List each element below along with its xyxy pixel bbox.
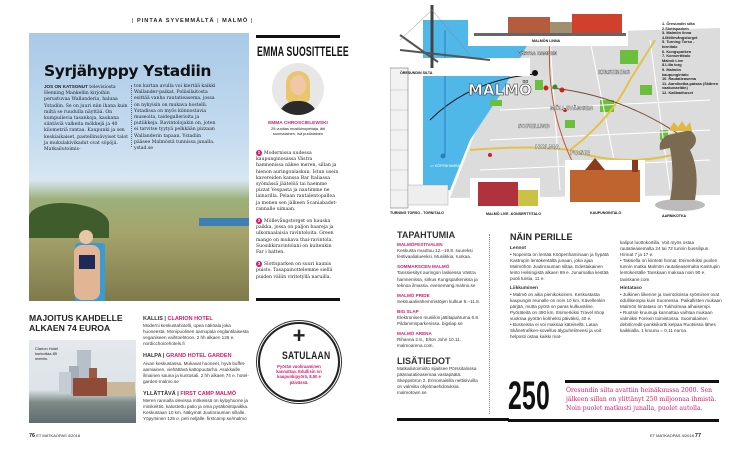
paragraph: • Ruotsin kruunuja kannattaa vaihtaa mukaan valmiiksi Forexin toimistossa. Suomalainen debit/credit-pankkikortti kelpaa Ruotsissa lähes kaikkialla. 1 kruunu = 0,11 euroa. (620, 310, 716, 334)
label-district: VÄSTRA HAMNEN (518, 51, 557, 56)
plus-icon: + (292, 323, 306, 348)
events-column (397, 232, 483, 396)
legend-item: 5. Turning Torso -tornitalo (662, 39, 695, 49)
subheading: Lennot (510, 246, 526, 251)
legend-item: 3. Malmön linna (662, 30, 692, 36)
divider-bar (508, 419, 719, 422)
lodging-heading: MAJOITUS KAHDELLE ALKAEN 74 EUROA (29, 313, 123, 333)
event-text: Seksuaalivähemmistöjen kulkue 5.–11.8. (397, 298, 480, 304)
label-torso: TURNING TORSO - TORNITALO (390, 211, 444, 215)
column-divider (489, 234, 490, 414)
event-item (397, 309, 483, 327)
tip-text: Modernissa uudessa kaupunginosassa Västra hamnenissa näkee meren, sillan ja hienon auringonlaskun. Istun usein kavereiden kanssa Bar Italiassa syömässä jäätelöä tai haemme pizzat Vespasta ja nautimme ne lainarilla. Pelaan rantalentopalloa ja menen sen jälkeen Scaniabadet-rannalle uimaan. (256, 151, 339, 212)
label-copenhagen: <= KÖPENHAMINA (430, 164, 461, 168)
info-heading: LISÄTIEDOT (397, 355, 451, 366)
label-district: FOSIE (570, 150, 590, 157)
legend-item: 8.Lilla torg (662, 62, 682, 68)
hotel-tag: KALLIS (143, 316, 163, 322)
emma-heading: EMMA SUOSITTELEE (257, 43, 349, 59)
hotel-text: Meren rannalla olevissa mökeissä on kylpyhuone ja minikeittiö, kalustettu patio ja oma pysäköintipaikka. Keskustaan 10 km. Näkymät Juutinrauman sillalle. Yöpyminen 125 e, peti neljälle. firstcamp.se/malmo (143, 398, 249, 422)
divider-bar (397, 418, 509, 421)
subsection-name: MALMÖ (222, 18, 249, 24)
hotel-photo-caption: Clarion Hotel kurkottaa 85 metriin. (35, 346, 59, 361)
subheading: Liikkuminen (510, 285, 538, 291)
hotel-entry: YLLÄTTÄVÄ | FIRST CAMP MALMÖ Meren rannalla olevissa mökeissä on kylpyhuone ja minikeittiö, kalustettu patio ja oma pysäköintipaikka. Keskustaan 10 km. Näkymät Juutinrauman sillalle. Yöpyminen 125 e, peti neljälle. firstcamp.se/malmo (143, 391, 251, 422)
emma-name: EMMA CHROSCIELEWSKI (268, 121, 328, 126)
event-name: MALMÖ PRIDE (397, 292, 430, 298)
malmo-live-illustration (470, 178, 540, 212)
publication: ET MATKAOPAS 4/2018 (650, 433, 694, 438)
event-text: Tanssiesitys auringon laskiessa Västra hamnenissa, sirkus Kungsparkenissa ja teknoa ilmassa. evenemang.malmo.se (397, 270, 478, 288)
tip-1 (256, 150, 340, 213)
stamp-title: SATULAAN (282, 350, 331, 362)
legend-item: 2.Slottsparken (662, 25, 689, 31)
tip-number-1: 1 (257, 150, 261, 155)
legend-item: 10. Rautatieasema (662, 76, 696, 82)
info-text: Matkailutoimisto sijaitsee Pörssitalossa päärautatieasemaa vastapäätä. Skeppsbron 2. Erinomaisilla nettisivuilla on valmiita ohjelmaehdotuksia. malmotown.se (397, 365, 478, 395)
publication: ET MATKAOPAS 4/2018 (36, 433, 81, 438)
hotel-tag: HALPA (143, 353, 162, 360)
event-name: SOMMARSCEN MALMÖ (397, 264, 450, 270)
hotel-entry: KALLIS | CLARION HOTEL Moderni keskustahotelli, upea näköala joka huoneesta. Monipuolinen aamupala englantilaisesta veganiseen vaihtoehtoon. 2 hh alkaen 126 e. nordicchoicehotels.fi (143, 316, 251, 347)
legend-item: 4.Möllevångstorget (662, 34, 698, 40)
hotel-text: Moderni keskustahotelli, upea näköala joka huoneesta. Monipuolinen aamupala englantilaisesta veganiseen vaihtoehtoon. 2 hh alkaen 126 e. nordicchoicehotels.fi (143, 323, 249, 347)
subheading: Hintataso (620, 285, 642, 291)
event-item (397, 331, 483, 349)
emma-portrait (272, 63, 324, 115)
hotel-text: Aivan keskustassa. Mukavat huoneet, hyvä buffet-aamiainen, viehättävä kattopuutarha. Asukkaille ilmainen sauna ja kuntosali. 2 hh alkaen 74 e. hotel-garden-malmo.se (143, 360, 249, 384)
events-heading: TAPAHTUMIA (397, 230, 456, 240)
getting-there-col1 (510, 246, 614, 340)
fact-text: Öresundin silta avattiin heinäkuussa 2000. Sen jälkeen sillan on ylittänyt 250 miljoonaa ihmistä. Noin puolet matkusti junalla, puolet autolla. (566, 387, 717, 412)
label-griffin: AARNIKOTKA (662, 214, 687, 218)
paragraph: • Nopeinta on lentää Kööpenhaminaan ja hypätä Kastrupin lentokentältä junaan, joka ajaa Malmöhön Juutinrauman siltaa. Edestakainen lento Helsingistä alkaen 69 e. Junamatka kestää puoli tuntia, 11 e. (510, 252, 609, 282)
tip-text: Möllevångstorget on hauska paikka, jossa on paljon baareja ja ulkomaalaisia ravintoloita. Green mango on mukava thai-ravintola. Suosikkiravintolani on kuitenkin Far i hatten. (256, 219, 334, 256)
label-bridge: ÖRESUNDIN SILTA (400, 71, 433, 75)
right-footer (650, 433, 701, 439)
label-district: SOFIELUND (518, 124, 550, 130)
divider-bar (256, 35, 340, 38)
label-district: HOLMA (535, 144, 560, 151)
label-district: MÖLLEVÅNGEN (550, 106, 593, 112)
tip-number-2: 2 (257, 218, 261, 224)
tip-number-3: 3 (257, 261, 261, 267)
legend-item: 6. Kungsparken (662, 48, 692, 54)
event-text: Keskusta muuttuu 12.–19.8. suureksi festivaalialueeksi. Musiikkia, ruokaa. (397, 248, 473, 260)
divider-bar (256, 298, 340, 301)
map-legend (662, 22, 738, 96)
tip-text: Slottsparken on suuri kaunis puisto. Tasapainottelemme siellä puiden väliin viritetyllä naruilla. (256, 262, 333, 280)
hotel-photo (29, 340, 136, 423)
tip-2 (256, 218, 340, 256)
legend-item: 9. Malmön kaupungintalo (662, 66, 689, 77)
satulaan-stamp (258, 322, 340, 402)
paragraph: kaliput luottokortilla. Voit myös ostaa rautatieasemalta 24 tai 72 tunnin bussilipun. Hinnat 7 ja 17 e. (620, 240, 710, 258)
legend-item: 12. Kallbadhuset (662, 89, 693, 95)
event-name: MALMÖFESTIVALEN (397, 242, 443, 248)
ystad-title: Syrjähyppy Ystadiin (44, 62, 211, 80)
hotel-tag: YLLÄTTÄVÄ (143, 390, 176, 397)
tip-3 (256, 261, 340, 281)
legend-item: 11. Aarnikotka-patsas (Skånen vaakunaeläin) (662, 80, 719, 91)
ystad-text-1: televisiosta Henning Mankellin kirjoihin perustuvaa Wallanderia, haluaa Ystadiin. Se on juuri niin ihana kuin miltä se ruudulla näyttää. On kumpuilevia tasankoja, kaukana siintäviä valkeita mökkejä ja 40 kilometriä rantaa. Kaupunki ja sen keskiaikaiset, pastellinsävyiset talot ja mukulakivikadut ovat söpöjä. Matkailutoimis- (44, 85, 128, 153)
page-number: 76 (29, 433, 36, 439)
emma-bio: 29-vuotias musiikinopettaja, äiti suomalainen, isä puolalainen (270, 126, 326, 136)
event-item (397, 242, 483, 260)
emma-tips (256, 150, 340, 281)
paragraph: • Taksiella on kiinteät hinnat. Esimerkiksi puolen tunnin matka Malmön rautatieasemalta Kastrupin lentokentälle Tanskaan maksaa noin 90 e. taxiskane.com (620, 258, 720, 282)
label-castle: MALMÖN LINNA (532, 39, 561, 43)
ystad-col2: ton kartan avulla voi kiertää kaikki Wallander-paikat. Poliisilaitosta esittää vanha rautatieasema, jossa on nykyisin on mukava hostelli. Ystadissa on myös kiinnostavia museoita, taidegallerioita ja putiikkeja. Ravintolojakin on, joten ei tarvitse tyytyä pelkkään pizzaan Wallanderin tapaan. Ystadiin pääsee Malmöstä tunnissa junalla. ystad.se (134, 84, 216, 152)
event-name: MALMÖ ARENA (397, 331, 432, 337)
label-live: MALMÖ LIVE -KONSERTTITALO (486, 212, 542, 216)
section-name: PINTAA SYVEMMÄLTÄ (137, 18, 215, 24)
event-text: Elektronisen musiikin jättitapahtuma 6.8. Pildammsparkenissa. bigslap.se (397, 315, 480, 327)
paragraph: • Malmö on aika pienikokoinen. Keskustasta kaupungin reunalle on noin 10 km. Kävellenkin pärjää, mutta pyörä on paras kulkuväline. Pyöräteitä on 490 km. Esimerkiksi Travel shop vuokraa pyörän kolmeksi päiväksi, 40 e. (510, 291, 606, 322)
getting-there-col2 (620, 240, 724, 334)
divider-bar (565, 380, 719, 383)
event-item (397, 293, 483, 305)
legend-item: 7. Konserttitalo Malmö Live (662, 53, 691, 63)
hotel-name: CLARION HOTEL (167, 316, 213, 322)
page-number: 77 (694, 433, 702, 439)
paragraph: • Julkinen liikenne ja ravintoloissa syöminen ovat edullisempia kuin Suomessa. Paikallisten mukaan Malmön hintataso on Tukholmaa alhaisempi. (620, 291, 722, 309)
hotel-entry: HALPA | GRAND HOTEL GARDEN Aivan keskustassa. Mukavat huoneet, hyvä buffet-aamiainen, viehättävä kattopuutarha. Asukkaille ilmainen sauna ja kuntosali. 2 hh alkaen 74 e. hotel-garden-malmo.se (143, 353, 251, 384)
city-hall-illustration (565, 158, 645, 210)
event-name: BIG SLAP (397, 308, 419, 314)
ystad-col1 (44, 84, 130, 153)
label-city: MALMÖ (468, 81, 532, 99)
label-city-hall: KAUPUNGINTALO (590, 211, 622, 215)
getting-there-heading: NÄIN PERILLE (510, 232, 573, 242)
paragraph: • Busseissa ei voi maksaa käteisellä. Lataa Skånetrafiken-sovellus älypuhelimeesi ja voit helposti ostaa kaikki mat- (510, 322, 602, 340)
hotel-list (143, 316, 251, 422)
column-divider (131, 85, 132, 147)
hotel-name: FIRST CAMP MALMÖ (180, 390, 237, 397)
ystad-lead: JOS ON KATSONUT (44, 84, 88, 89)
label-district: KIRSEBERG (598, 70, 630, 76)
fact-number: 250 (508, 374, 550, 418)
event-item (397, 264, 483, 288)
legend-item: 1. Öresundin silta (662, 21, 695, 26)
left-footer (29, 433, 80, 439)
section-header: | PINTAA SYVEMMÄLTÄ | MALMÖ | (132, 18, 254, 24)
event-text: Rihanna 2.8., Elton John 10.11. malmoarena.com. (397, 337, 462, 349)
hotel-name: GRAND HOTEL GARDEN (165, 353, 232, 360)
stamp-text: Pyörän vuokraaminen kannattaa. Edullisin on kaupunkipyörä, 8,50 e päivässä. (276, 364, 322, 385)
